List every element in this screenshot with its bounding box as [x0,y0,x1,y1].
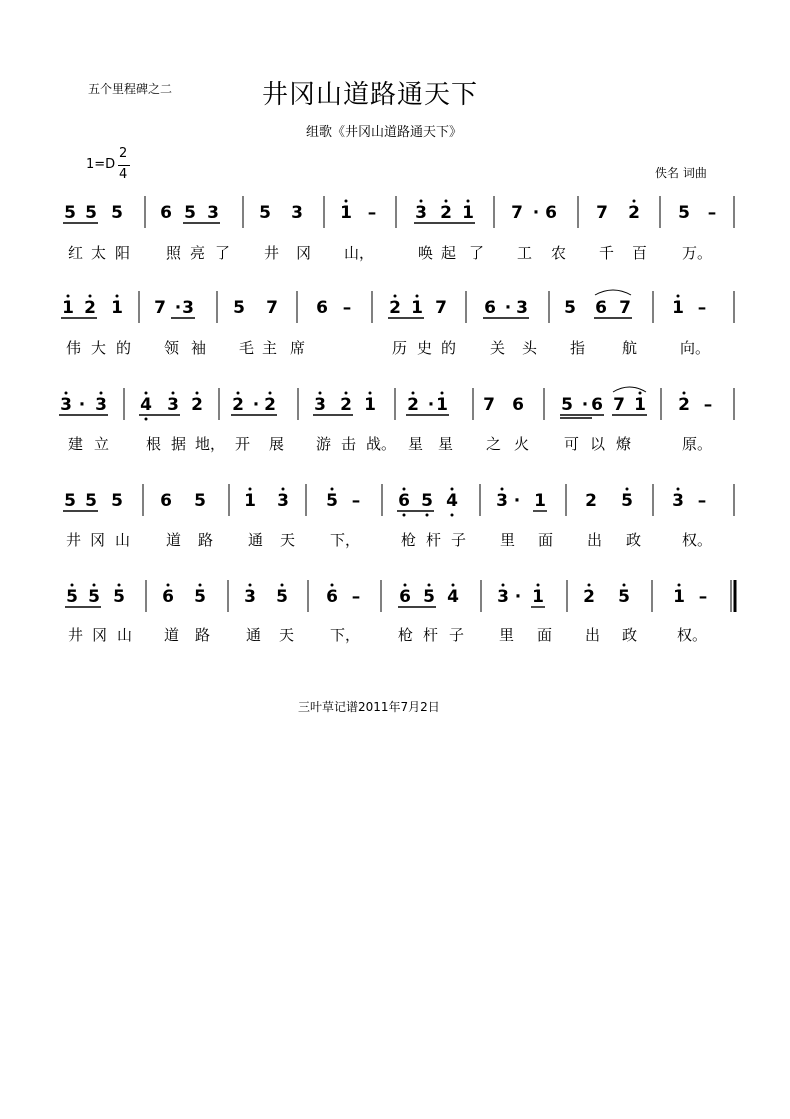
system-1-note: 5 [259,203,271,223]
system-4-note: – [697,491,707,511]
system-3-note: 2 [678,395,690,415]
system-2-lyric: 史 [417,339,433,357]
system-1-lyric: 照 [166,244,182,262]
system-1-lyric: 万。 [682,244,713,262]
system-4-note: 3 [496,491,508,511]
system-5-lyric: 通 [246,626,262,644]
system-2-note: · [504,298,512,318]
system-1-lyric: 千 [599,244,615,262]
system-4-note: 5 [111,491,123,511]
system-4-lyric: 天 [280,531,296,549]
system-4-lyric: 山 [115,531,131,549]
system-3-lyric: 击 [341,435,357,453]
system-3-lyric: 立 [94,435,110,453]
system-4-note: 4 [446,491,458,511]
system-1-note: 5 [64,203,76,223]
system-3-octave-dot [100,392,103,395]
system-3-note: 7 [483,395,495,415]
system-5-lyric: 道 [164,626,180,644]
system-5-note: 1 [532,587,544,607]
system-3-octave-dot [237,392,240,395]
system-4-octave-dot [282,488,285,491]
system-5-lyric: 杆 [423,626,439,644]
system-3-lyric: 之 [486,435,502,453]
system-3-octave-dot [412,392,415,395]
system-4-lyric: 里 [500,531,516,549]
system-3-note: 2 [232,395,244,415]
system-5-note: 6 [326,587,338,607]
system-2-note: 6 [484,298,496,318]
system-2-note: 7 [154,298,166,318]
system-3-note: 1 [436,395,448,415]
system-2-note: 2 [84,298,96,318]
system-3-lyric: 星 [438,435,454,453]
composer-credit: 佚名 词曲 [655,166,707,180]
system-4-octave-dot [677,488,680,491]
system-3-note: 2 [340,395,352,415]
system-4-octave-dot [501,488,504,491]
series-label: 五个里程碑之二 [88,82,173,96]
song-title: 井冈山道路通天下 [262,80,479,110]
system-3-note: · [252,395,260,415]
system-3-octave-dot [172,392,175,395]
system-1-note: · [532,203,540,223]
system-4-lyric: 下， [330,531,361,549]
system-5-lyric: 井 [68,626,84,644]
system-1-lyric: 了 [469,244,485,262]
system-1-octave-dot [345,200,348,203]
system-3-octave-dot [145,392,148,395]
system-1-lyric: 唤 [418,244,434,262]
system-5-lyric: 权。 [677,626,708,644]
system-3-note: 4 [140,395,152,415]
system-5-octave-dot [249,584,252,587]
system-4-lyric: 路 [198,531,214,549]
system-1-note: 2 [628,203,640,223]
system-1-note: 7 [511,203,523,223]
system-5-note: 5 [88,587,100,607]
system-4-note: 5 [64,491,76,511]
system-4-octave-dot [403,488,406,491]
system-4-lyric: 枪 [401,531,417,549]
system-1-note: 1 [462,203,474,223]
system-1-lyric: 红 [68,244,84,262]
system-4-note: 5 [326,491,338,511]
system-3-slur [613,387,646,392]
system-5-octave-dot [167,584,170,587]
system-2-lyric: 的 [116,339,132,357]
system-2-note: 7 [435,298,447,318]
system-5-octave-dot [623,584,626,587]
system-5-note: 5 [113,587,125,607]
system-4-lyric: 井 [66,531,82,549]
system-5-note: 5 [618,587,630,607]
system-4-octave-dot [626,488,629,491]
system-4-octave-dot [331,488,334,491]
system-4-lyric: 面 [538,531,554,549]
system-5-octave-dot [428,584,431,587]
system-5-lyric: 枪 [398,626,414,644]
system-2-lyric: 伟 [66,339,82,357]
system-4-lyric: 子 [451,531,467,549]
system-1-octave-dot [445,200,448,203]
system-5-note: 5 [423,587,435,607]
system-1-note: – [707,203,717,223]
system-2-lyric: 头 [522,339,538,357]
system-4-note: – [351,491,361,511]
system-2-lyric: 领 [164,339,180,357]
system-3-note: · [427,395,435,415]
system-4-lyric: 通 [248,531,264,549]
system-3-note: 1 [364,395,376,415]
system-2-lyric: 历 [392,339,408,357]
system-2-note: – [697,298,707,318]
system-5-octave-dot [331,584,334,587]
system-3-lyric: 根 [146,435,162,453]
system-1-octave-dot [633,200,636,203]
system-5-lyric: 出 [585,626,601,644]
system-1-note: 2 [440,203,452,223]
system-2-lyric: 毛 [239,339,255,357]
system-5-lyric: 山 [117,626,133,644]
system-5-note: 3 [244,587,256,607]
system-4-lyric: 政 [626,531,642,549]
system-1-lyric: 农 [551,244,567,262]
system-3-note: 3 [60,395,72,415]
system-5-note: – [351,587,361,607]
system-1-lyric: 阳 [115,244,131,262]
system-5-octave-dot [118,584,121,587]
system-4-note: 5 [421,491,433,511]
system-2-octave-dot [394,295,397,298]
system-3-note: 3 [95,395,107,415]
system-4-note: 5 [621,491,633,511]
system-4-low-octave-dot [451,514,454,517]
system-5-note: 5 [194,587,206,607]
system-2-lyric: 的 [441,339,457,357]
system-5-octave-dot [678,584,681,587]
system-5-note: 2 [583,587,595,607]
system-3-note: 3 [167,395,179,415]
system-3-octave-dot [319,392,322,395]
system-2-note: 1 [111,298,123,318]
system-2-note: 3 [516,298,528,318]
system-4-note: 3 [672,491,684,511]
system-3-lyric: 原。 [682,435,713,453]
system-3-lyric: 星 [408,435,424,453]
system-1-note: 3 [415,203,427,223]
system-1-note: 3 [207,203,219,223]
system-3-octave-dot [269,392,272,395]
system-1-note: 5 [85,203,97,223]
system-3-lyric: 展 [269,435,285,453]
system-4-lyric: 权。 [682,531,713,549]
system-3-note: · [78,395,86,415]
system-3-octave-dot [683,392,686,395]
system-5-lyric: 政 [622,626,638,644]
system-3-note: 5 [561,395,573,415]
time-signature-top: 2 [119,146,128,161]
system-1-note: 6 [545,203,557,223]
system-1-note: 3 [291,203,303,223]
system-5-note: – [698,587,708,607]
system-1-note: 5 [111,203,123,223]
system-5-note: 5 [66,587,78,607]
system-1-octave-dot [467,200,470,203]
system-4-note: 1 [534,491,546,511]
system-4-lyric: 道 [166,531,182,549]
system-5-lyric: 里 [499,626,515,644]
system-3-octave-dot [369,392,372,395]
system-2-octave-dot [116,295,119,298]
system-4-note: 2 [585,491,597,511]
system-1-octave-dot [420,200,423,203]
system-2-note: 1 [62,298,74,318]
system-3-octave-dot [441,392,444,395]
system-1-lyric: 亮 [190,244,206,262]
system-3-note: 7 [613,395,625,415]
system-2-octave-dot [89,295,92,298]
system-2-lyric: 航 [622,339,638,357]
system-2-note: · [174,298,182,318]
system-1-lyric: 了 [215,244,231,262]
system-4-lyric: 杆 [426,531,442,549]
system-4-note: 6 [160,491,172,511]
system-3-note: · [581,395,589,415]
system-1-note: – [367,203,377,223]
system-5-note: 4 [447,587,459,607]
system-5-note: · [514,587,522,607]
system-5-lyric: 子 [449,626,465,644]
system-2-octave-dot [416,295,419,298]
system-2-octave-dot [677,295,680,298]
system-2-note: 6 [595,298,607,318]
system-2-lyric: 关 [490,339,506,357]
system-2-lyric: 向。 [680,339,711,357]
system-5-lyric: 天 [279,626,295,644]
key-signature: 1=D [86,157,116,172]
system-2-note: 5 [564,298,576,318]
system-1-lyric: 井 [264,244,280,262]
system-5-note: 3 [497,587,509,607]
system-2-lyric: 大 [91,339,107,357]
time-signature-bottom: 4 [119,167,128,182]
system-1-lyric: 百 [632,244,648,262]
system-3-lyric: 据 [171,435,187,453]
system-3-octave-dot [196,392,199,395]
system-5-note: 5 [276,587,288,607]
system-5-lyric: 下， [330,626,361,644]
system-5-octave-dot [281,584,284,587]
system-3-note: 6 [591,395,603,415]
system-2-note: 1 [672,298,684,318]
system-5-note: 6 [399,587,411,607]
system-3-note: 2 [407,395,419,415]
system-4-low-octave-dot [403,514,406,517]
system-2-lyric: 袖 [191,339,207,357]
system-4-note: 5 [85,491,97,511]
system-3-low-octave-dot [145,418,148,421]
system-3-octave-dot [345,392,348,395]
system-3-note: 2 [264,395,276,415]
system-2-note: 5 [233,298,245,318]
system-5-octave-dot [452,584,455,587]
system-1-lyric: 工 [517,244,533,262]
system-3-note: – [703,395,713,415]
system-5-octave-dot [588,584,591,587]
system-5-note: 6 [162,587,174,607]
system-3-lyric: 燎 [616,435,632,453]
system-3-note: 6 [512,395,524,415]
system-2-lyric: 主 [262,339,278,357]
system-4-note: 1 [244,491,256,511]
system-1-lyric: 冈 [296,244,312,262]
system-1-note: 7 [596,203,608,223]
system-5-note: 1 [673,587,685,607]
system-1-lyric: 山， [344,244,375,262]
system-2-note: 6 [316,298,328,318]
system-3-lyric: 游 [316,435,332,453]
system-4-octave-dot [451,488,454,491]
system-1-lyric: 太 [91,244,107,262]
system-3-note: 2 [191,395,203,415]
system-5-octave-dot [199,584,202,587]
system-2-note: 3 [182,298,194,318]
system-4-note: 6 [398,491,410,511]
system-4-lyric: 出 [587,531,603,549]
system-3-lyric: 战。 [366,435,397,453]
system-2-note: 7 [266,298,278,318]
system-2-note: 7 [619,298,631,318]
system-1-note: 6 [160,203,172,223]
system-5-lyric: 冈 [92,626,108,644]
system-5-octave-dot [71,584,74,587]
transcriber-note: 三叶草记谱2011年7月2日 [298,700,440,714]
system-5-lyric: 路 [195,626,211,644]
system-2-lyric: 指 [570,339,586,357]
system-2-octave-dot [67,295,70,298]
system-5-lyric: 面 [537,626,553,644]
system-1-lyric: 起 [441,244,457,262]
system-5-octave-dot [93,584,96,587]
system-3-octave-dot [65,392,68,395]
system-5-octave-dot [404,584,407,587]
system-4-octave-dot [249,488,252,491]
system-4-note: 3 [277,491,289,511]
system-3-lyric: 地， [195,435,226,453]
song-subtitle: 组歌《井冈山道路通天下》 [306,125,463,140]
system-4-note: 5 [194,491,206,511]
system-3-note: 3 [314,395,326,415]
system-1-note: 5 [678,203,690,223]
system-4-note: · [513,491,521,511]
system-1-note: 5 [184,203,196,223]
system-3-lyric: 开 [235,435,251,453]
system-2-note: – [342,298,352,318]
system-2-note: 2 [389,298,401,318]
system-3-lyric: 建 [68,435,84,453]
system-3-lyric: 火 [514,435,530,453]
system-3-octave-dot [639,392,642,395]
system-5-octave-dot [537,584,540,587]
system-2-note: 1 [411,298,423,318]
system-4-lyric: 冈 [90,531,106,549]
system-2-slur [595,290,631,295]
system-3-note: 1 [634,395,646,415]
system-1-note: 1 [340,203,352,223]
system-2-lyric: 席 [290,339,306,357]
system-3-lyric: 可 [564,435,580,453]
system-3-lyric: 以 [590,435,606,453]
system-4-low-octave-dot [426,514,429,517]
system-5-octave-dot [502,584,505,587]
